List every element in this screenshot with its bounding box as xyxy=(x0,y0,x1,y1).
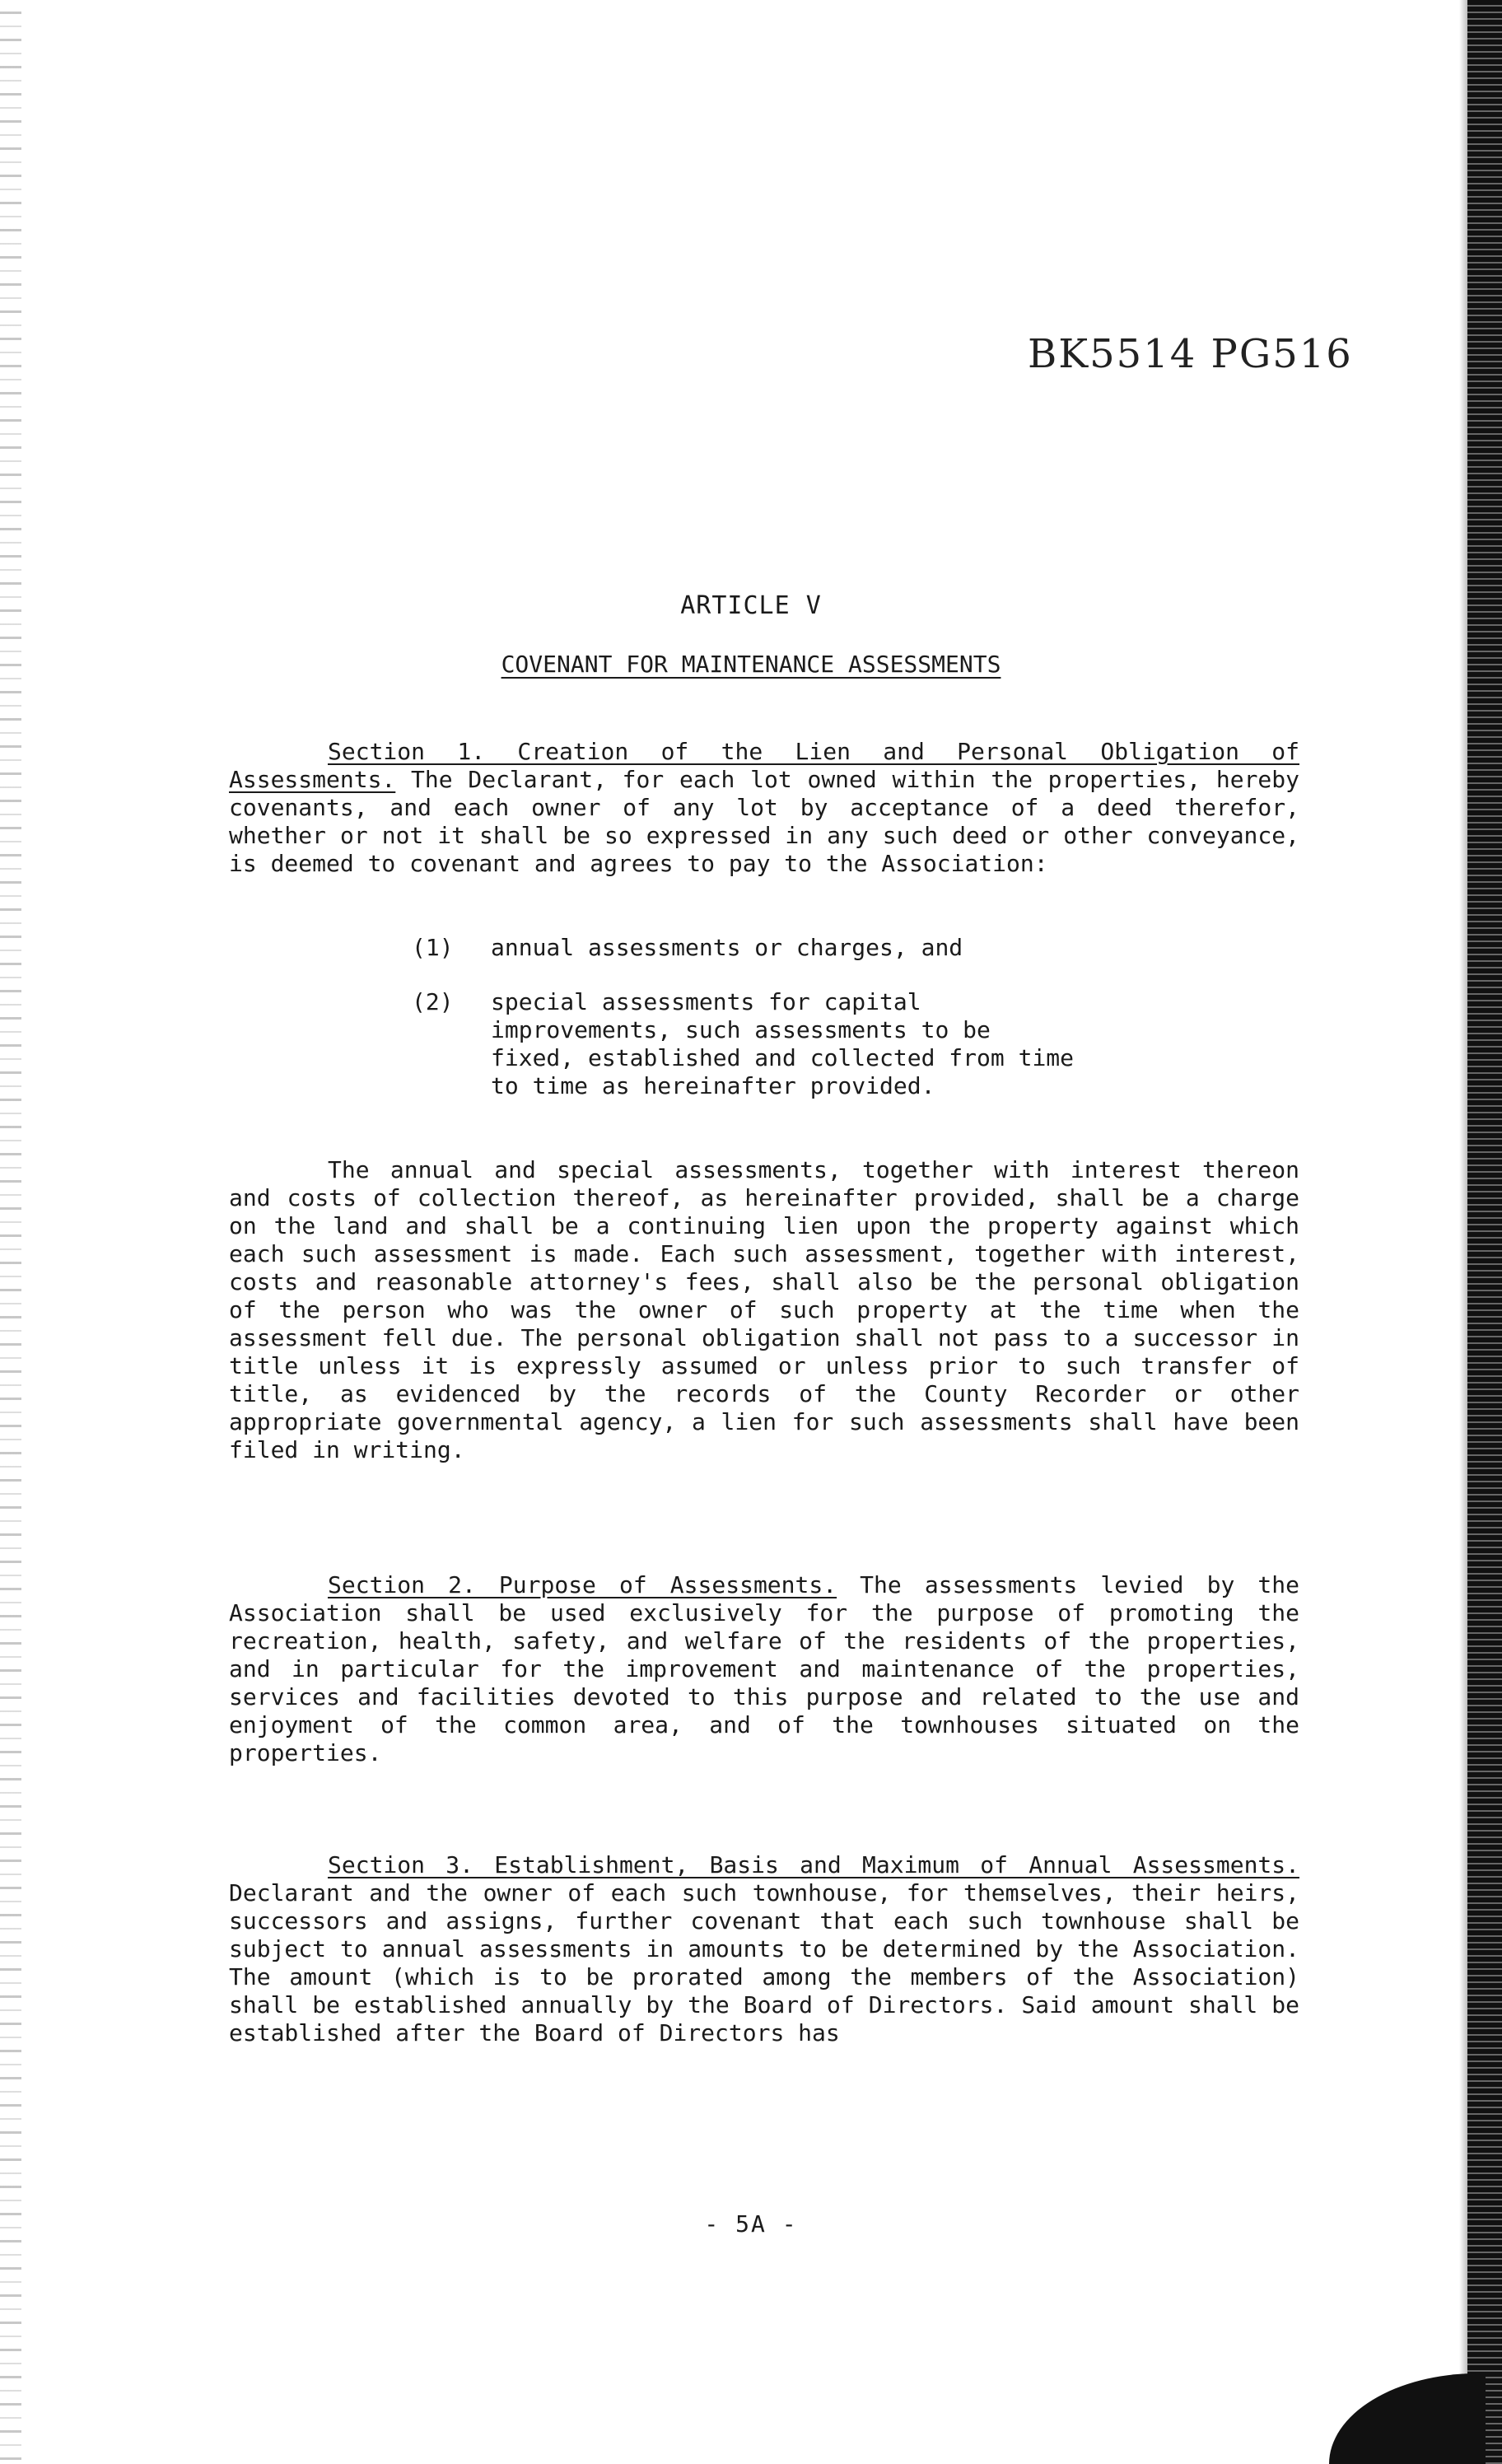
section-1-continued xyxy=(229,1156,1299,1464)
section-3-text: Declarant and the owner of each such townhouse, for themselves, their heirs, successors and assigns, further covenant that each such townhouse shall be subject to annual assessments in amounts to be determined by the Association. The amount (which is to be prorated among the members of the Association) shall be established annually by the Board of Directors. Said amount shall be established after the Board of Directors has xyxy=(229,1879,1299,2046)
section-2-heading: Section 2. Purpose of Assessments. xyxy=(328,1571,837,1598)
article-title: ARTICLE V xyxy=(680,591,822,620)
section-2-paragraph xyxy=(229,1571,1299,1767)
scan-edge-left xyxy=(0,0,21,2464)
article-subtitle xyxy=(0,651,1502,678)
scan-shadow-right xyxy=(1459,0,1467,2464)
list-item-number: (2) xyxy=(412,988,454,1015)
list-item-number: (1) xyxy=(412,934,454,961)
assessment-list xyxy=(412,934,1087,1127)
list-item xyxy=(412,988,1087,1100)
list-item-text: annual assessments or charges, and xyxy=(491,934,963,961)
section-3 xyxy=(229,1851,1299,2047)
section-1-text: The Declarant, for each lot owned within the properties, hereby covenants, and each owner of any lot by acceptance of a deed therefor, whether or not it shall be so expressed in any such deed or other conveyance, is deemed to covenant and agrees to pay to the Association: xyxy=(229,766,1299,877)
section-2-text: The assessments levied by the Association shall be used exclusively for the purpose of promoting the recreation, health, safety, and welfare of the residents of the properties, and in particular for the improvement and maintenance of the properties, services and facilities devoted to this purpose and related to the use and enjoyment of the common area, and of the townhouses situated on the properties. xyxy=(229,1571,1299,1766)
section-1-paragraph-2: The annual and special assessments, together with interest thereon and costs of collection thereof, as hereinafter provided, shall be a charge on the land and shall be a continuing lien upon the property against which each such assessment is made. Each such assessment, together with interest, costs and reasonable attorney's fees, shall also be the personal obligation of the person who was the owner of such property at the time when the assessment fell due. The personal obligation shall not pass to a successor in title unless it is expressly assumed or unless prior to such transfer of title, as evidenced by the records of the County Recorder or other appropriate governmental agency, a lien for such assessments shall have been filed in writing. xyxy=(229,1156,1299,1463)
section-1-paragraph xyxy=(229,738,1299,878)
list-item xyxy=(412,934,1087,962)
section-3-paragraph xyxy=(229,1851,1299,2047)
section-1 xyxy=(229,738,1299,878)
scan-edge-right xyxy=(1467,0,1502,2464)
article-subtitle-text: COVENANT FOR MAINTENANCE ASSESSMENTS xyxy=(501,651,1001,678)
recording-stamp: BK5514 PG516 xyxy=(1028,331,1353,377)
scan-corner-blot xyxy=(1329,2373,1486,2464)
section-1-heading: Section 1. Creation of the Lien and Personal Obligation of Assessments. xyxy=(229,738,1299,793)
section-2 xyxy=(229,1571,1299,1767)
section-3-heading: Section 3. Establishment, Basis and Maximum of Annual Assessments. xyxy=(328,1851,1299,1878)
page-number: - 5A - xyxy=(704,2210,798,2238)
list-item-text: special assessments for capital improvements, such assessments to be fixed, established and collected from time to time as hereinafter provided. xyxy=(491,988,1075,1099)
